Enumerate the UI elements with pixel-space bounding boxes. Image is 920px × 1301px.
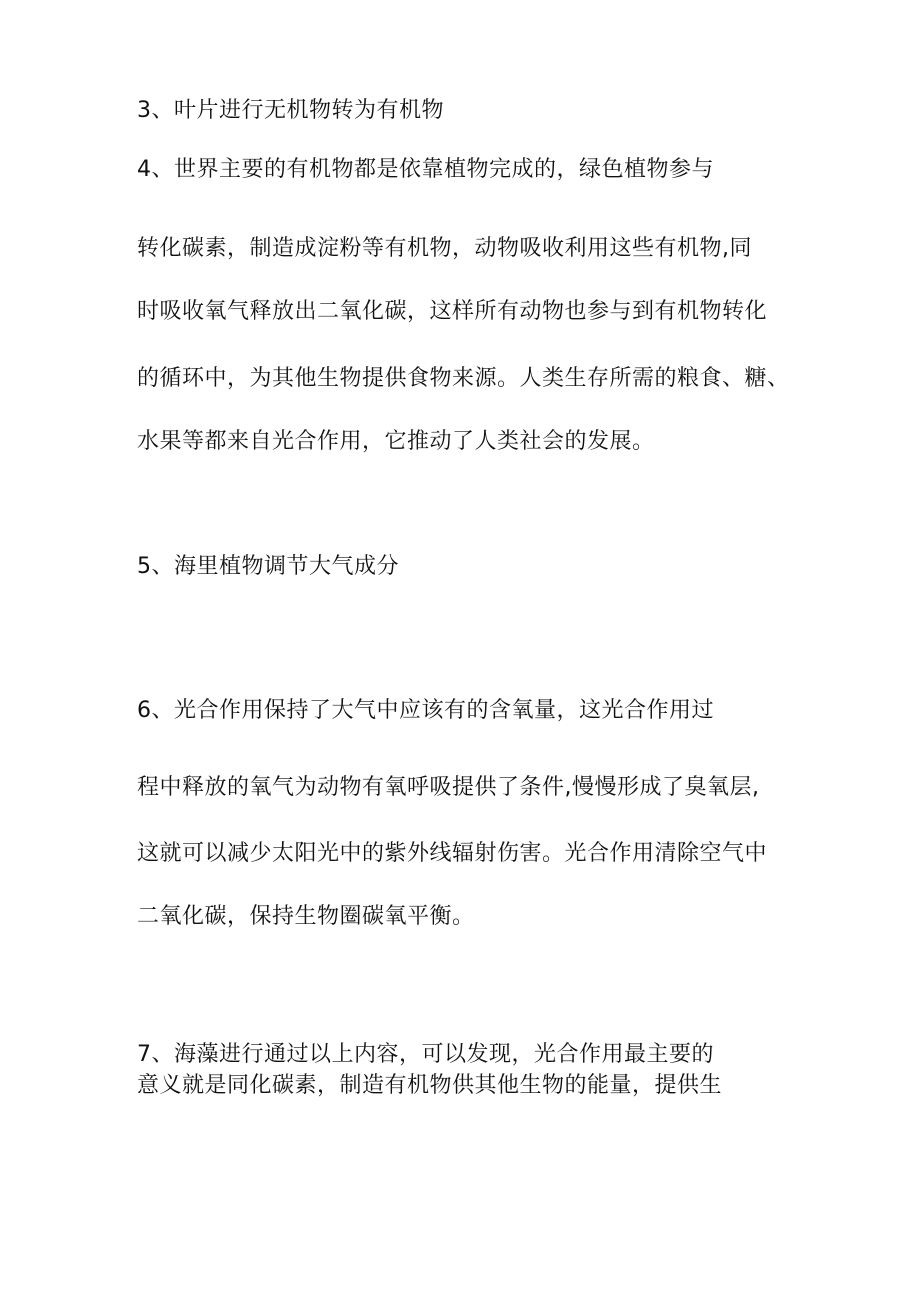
item-3-heading: 3、叶片进行无机物转为有机物 [137,98,444,123]
item-7-heading: 7、海藻进行通过以上内容，可以发现，光合作用最主要的 [137,1042,714,1067]
paragraph-line: 水果等都来自光合作用，它推动了人类社会的发展。 [137,429,655,454]
paragraph-line: 时吸收氧气释放出二氧化碳，这样所有动物也参与到有机物转化 [137,299,768,324]
paragraph-line: 二氧化碳，保持生物圈碳氧平衡。 [137,904,475,929]
paragraph-line: 意义就是同化碳素，制造有机物供其他生物的能量，提供生 [137,1073,723,1098]
paragraph-line: 的循环中，为其他生物提供食物来源。人类生存所需的粮食、糖、 [137,366,790,391]
item-5-heading: 5、海里植物调节大气成分 [137,554,399,579]
item-4-heading: 4、世界主要的有机物都是依靠植物完成的，绿色植物参与 [137,157,714,182]
paragraph-line: 转化碳素，制造成淀粉等有机物，动物吸收利用这些有机物,同 [137,236,752,261]
paragraph-line: 程中释放的氧气为动物有氧呼吸提供了条件,慢慢形成了臭氧层, [137,775,760,800]
item-6-heading: 6、光合作用保持了大气中应该有的含氧量，这光合作用过 [137,698,714,723]
paragraph-line: 这就可以减少太阳光中的紫外线辐射伤害。光合作用清除空气中 [137,841,768,866]
